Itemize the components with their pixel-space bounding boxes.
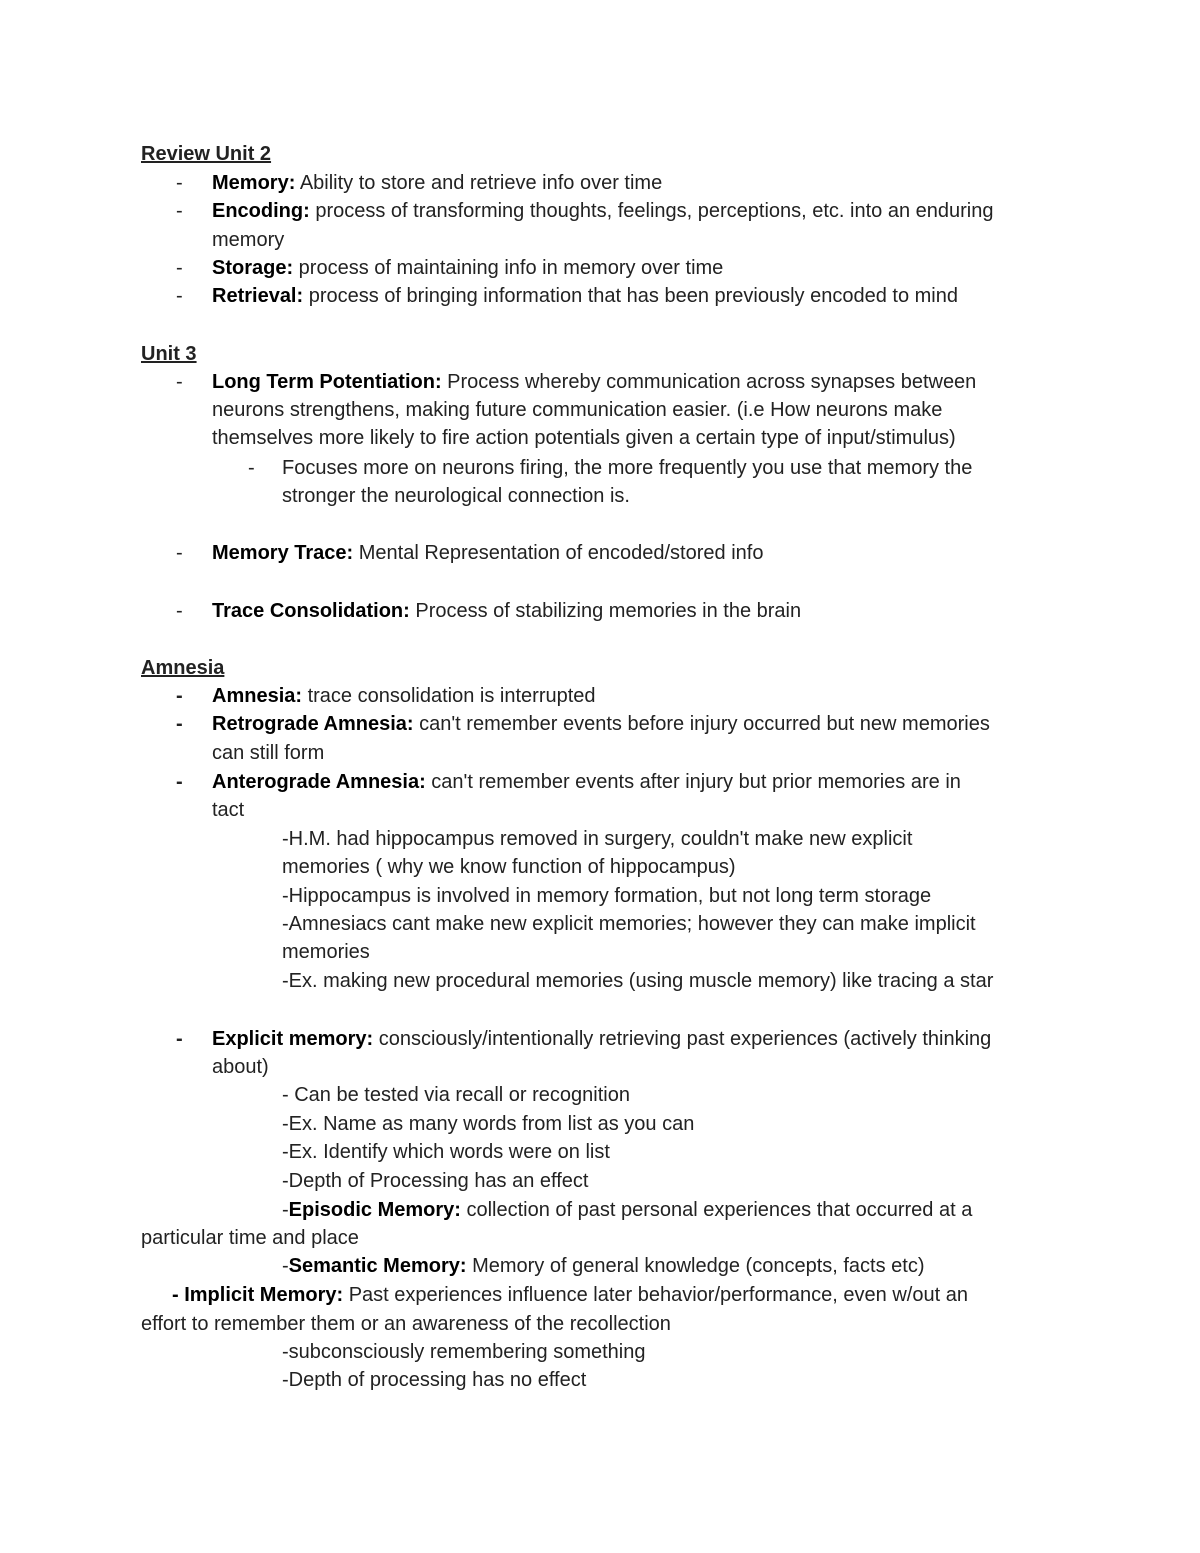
term-label: Encoding: xyxy=(212,200,310,222)
bullet: - xyxy=(176,771,183,793)
semantic-memory-line xyxy=(282,1252,925,1280)
bullet: - xyxy=(176,172,183,194)
definition-text: collection of past personal experiences that occurred at a xyxy=(460,1199,973,1221)
list-item-retrograde-amnesia xyxy=(212,710,990,738)
term-label: Episodic Memory: xyxy=(288,1199,461,1221)
definition-text: Ability to store and retrieve info over time xyxy=(295,172,663,194)
definition-continuation: particular time and place xyxy=(141,1227,359,1249)
dash-prefix: - xyxy=(282,1199,289,1221)
section-heading-review-unit-2: Review Unit 2 xyxy=(141,143,272,165)
episodic-memory-line xyxy=(282,1196,972,1224)
list-item-memory xyxy=(212,169,662,197)
term-label: Explicit memory: xyxy=(212,1028,374,1050)
term-label: - Implicit Memory: xyxy=(172,1284,344,1306)
term-label: Memory Trace: xyxy=(212,542,354,564)
term-label: Semantic Memory: xyxy=(288,1255,467,1277)
definition-continuation: about) xyxy=(212,1056,269,1078)
note-line: - Can be tested via recall or recognition xyxy=(282,1084,630,1106)
note-line: -Hippocampus is involved in memory formation, but not long term storage xyxy=(282,885,932,907)
term-label: Retrograde Amnesia: xyxy=(212,713,414,735)
sub-item-continuation: stronger the neurological connection is. xyxy=(282,485,630,507)
definition-text: Past experiences influence later behavior/performance, even w/out an xyxy=(343,1284,968,1306)
note-line: -subconsciously remembering something xyxy=(282,1341,646,1363)
definition-text: Memory of general knowledge (concepts, facts etc) xyxy=(466,1255,925,1277)
bullet: - xyxy=(176,285,183,307)
term-label: Anterograde Amnesia: xyxy=(212,771,426,793)
definition-text: Mental Representation of encoded/stored info xyxy=(353,542,764,564)
note-line: memories ( why we know function of hippocampus) xyxy=(282,856,736,878)
list-item-amnesia xyxy=(212,682,596,710)
note-line: -Amnesiacs cant make new explicit memories; however they can make implicit xyxy=(282,913,976,935)
bullet: - xyxy=(176,542,183,564)
list-item-anterograde-amnesia xyxy=(212,768,961,796)
bullet: - xyxy=(176,685,183,707)
list-item-encoding xyxy=(212,197,994,225)
list-item-memory-trace xyxy=(212,539,763,567)
definition-text: process of bringing information that has been previously encoded to mind xyxy=(303,285,958,307)
definition-text: consciously/intentionally retrieving past experiences (actively thinking xyxy=(373,1028,992,1050)
list-item-long-term-potentiation xyxy=(212,368,976,396)
term-label: Storage: xyxy=(212,257,294,279)
definition-text: can't remember events after injury but prior memories are in xyxy=(425,771,961,793)
term-label: Long Term Potentiation: xyxy=(212,371,442,393)
definition-continuation: tact xyxy=(212,799,245,821)
definition-text: trace consolidation is interrupted xyxy=(302,685,596,707)
term-label: Memory: xyxy=(212,172,296,194)
section-heading-amnesia: Amnesia xyxy=(141,657,225,679)
section-heading-unit-3: Unit 3 xyxy=(141,343,197,365)
note-line: -Depth of Processing has an effect xyxy=(282,1170,589,1192)
list-item-retrieval xyxy=(212,282,958,310)
dash-prefix: - xyxy=(282,1255,289,1277)
list-item-storage xyxy=(212,254,723,282)
sub-bullet: - xyxy=(248,457,255,479)
bullet: - xyxy=(176,1028,183,1050)
note-line: -Ex. Name as many words from list as you can xyxy=(282,1113,695,1135)
bullet: - xyxy=(176,371,183,393)
list-item-implicit-memory xyxy=(172,1281,968,1309)
list-item-explicit-memory xyxy=(212,1025,991,1053)
definition-continuation: effort to remember them or an awareness of the recollection xyxy=(141,1313,671,1335)
definition-continuation: memory xyxy=(212,229,285,251)
term-label: Amnesia: xyxy=(212,685,303,707)
note-line: -Depth of processing has no effect xyxy=(282,1369,587,1391)
definition-continuation: neurons strengthens, making future communication easier. (i.e How neurons make xyxy=(212,399,943,421)
term-label: Retrieval: xyxy=(212,285,304,307)
note-line: -Ex. Identify which words were on list xyxy=(282,1141,610,1163)
bullet: - xyxy=(176,200,183,222)
note-line: -H.M. had hippocampus removed in surgery, couldn't make new explicit xyxy=(282,828,913,850)
definition-continuation: themselves more likely to fire action potentials given a certain type of input/stimulus) xyxy=(212,427,956,449)
bullet: - xyxy=(176,257,183,279)
definition-text: Process whereby communication across synapses between xyxy=(441,371,977,393)
bullet: - xyxy=(176,713,183,735)
definition-continuation: can still form xyxy=(212,742,325,764)
definition-text: can't remember events before injury occurred but new memories xyxy=(413,713,990,735)
sub-item-text: Focuses more on neurons firing, the more frequently you use that memory the xyxy=(282,457,973,479)
definition-text: Process of stabilizing memories in the brain xyxy=(409,600,802,622)
note-line: -Ex. making new procedural memories (using muscle memory) like tracing a star xyxy=(282,970,994,992)
list-item-trace-consolidation xyxy=(212,597,801,625)
bullet: - xyxy=(176,600,183,622)
note-line: memories xyxy=(282,941,370,963)
definition-text: process of maintaining info in memory over time xyxy=(293,257,724,279)
definition-text: process of transforming thoughts, feelings, perceptions, etc. into an enduring xyxy=(309,200,994,222)
term-label: Trace Consolidation: xyxy=(212,600,410,622)
